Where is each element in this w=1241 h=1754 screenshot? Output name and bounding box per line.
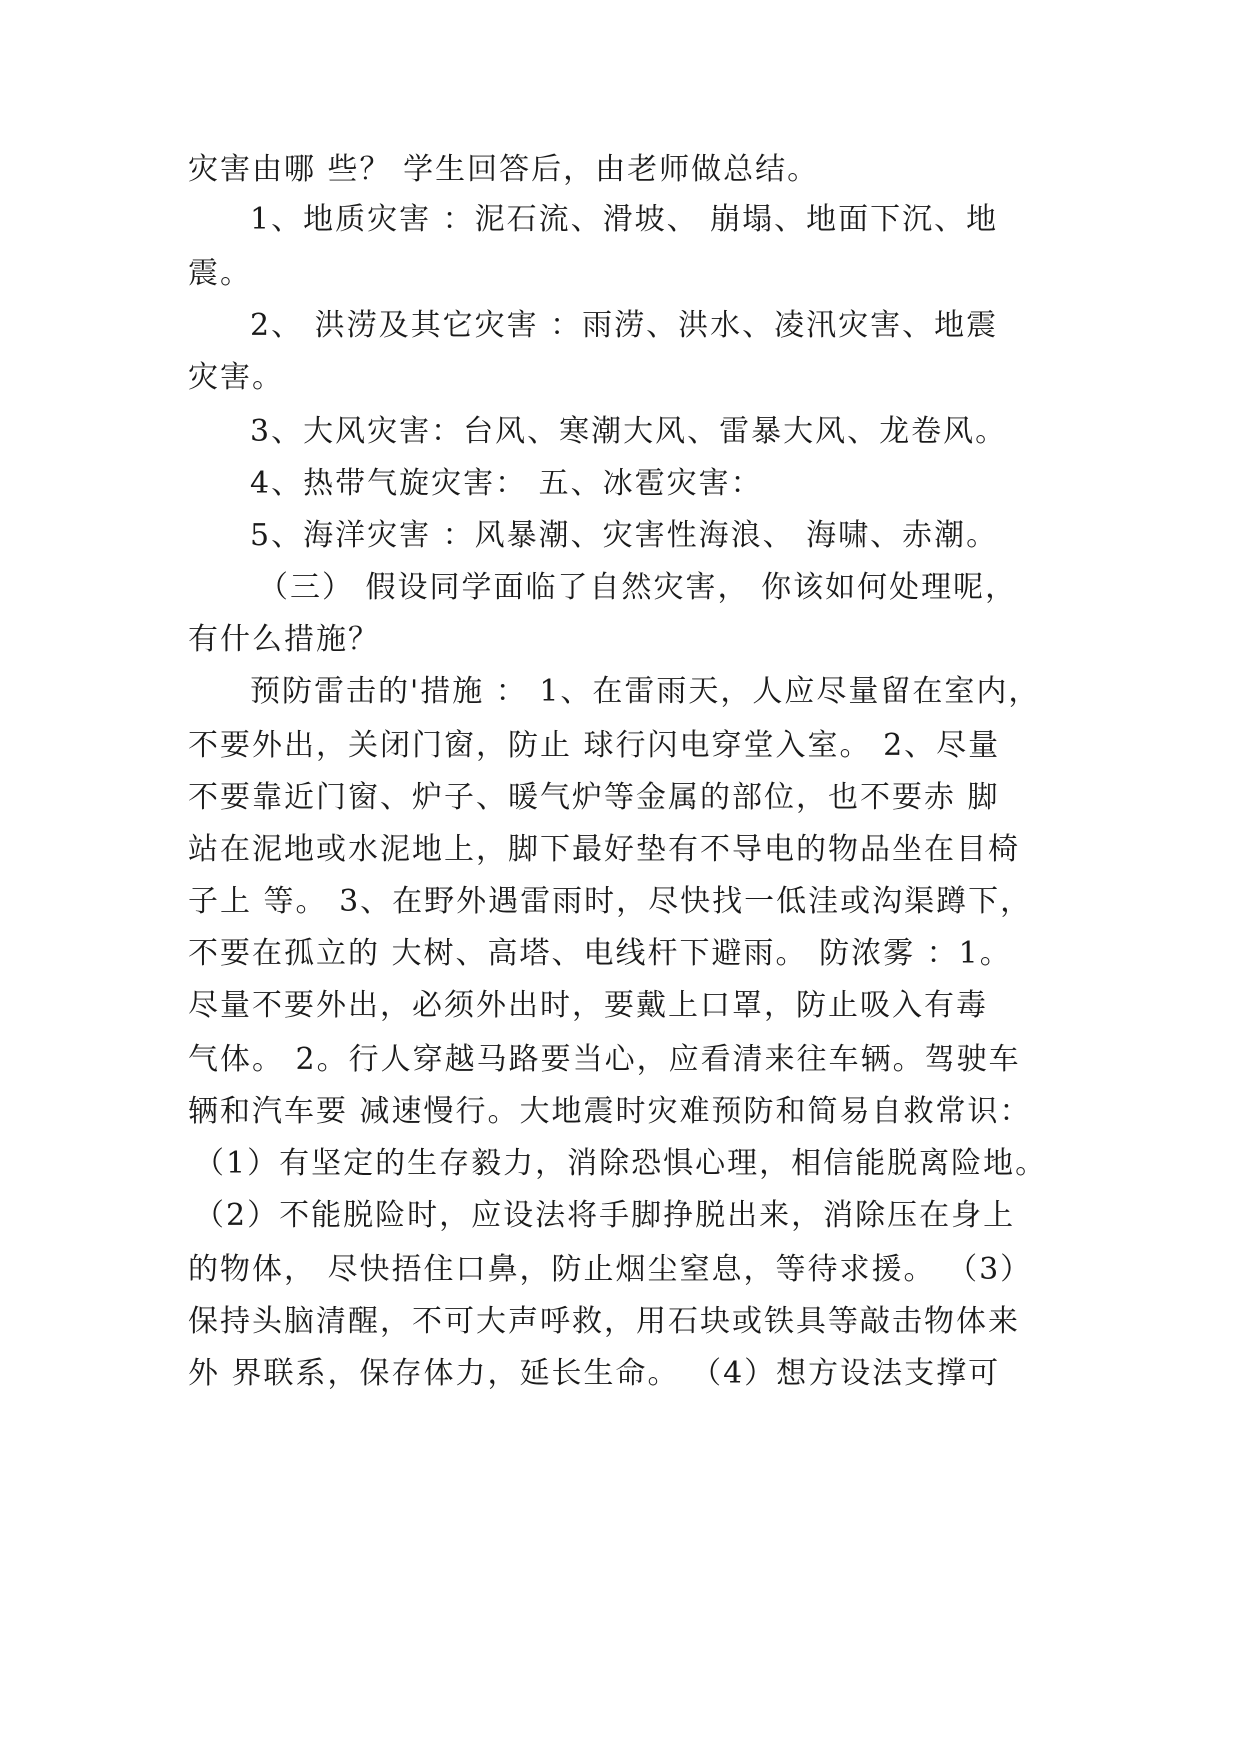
text-line-12: 不要外出，关闭门窗，防止 球行闪电穿堂入室。 2、尽量 — [188, 728, 1001, 763]
text-line-4: 2、 洪涝及其它灾害 ：雨涝、洪水、凌汛灾害、地震 — [250, 308, 999, 343]
text-line-13: 不要靠近门窗、炉子、暖气炉等金属的部位，也不要赤 脚 — [188, 780, 1000, 815]
text-line-8: 5、海洋灾害 ：风暴潮、灾害性海浪、 海啸、赤潮。 — [250, 518, 999, 553]
text-line-19: 辆和汽车要 减速慢行。大地震时灾难预防和简易自救常识： — [188, 1094, 1032, 1129]
text-line-23: 保持头脑清醒，不可大声呼救，用石块或铁具等敲击物体来 — [188, 1304, 1020, 1339]
text-line-5: 灾害。 — [188, 360, 284, 395]
text-line-10: 有什么措施？ — [188, 622, 380, 657]
text-line-22: 的物体， 尽快捂住口鼻，防止烟尘窒息，等待求援。 （3） — [188, 1252, 1033, 1287]
text-line-16: 不要在孤立的 大树、高塔、电线杆下避雨。 防浓雾 ：1。 — [188, 936, 1012, 971]
text-line-21: （2）不能脱险时，应设法将手脚挣脱出来，消除压在身上 — [194, 1198, 1016, 1233]
text-line-24: 外 界联系，保存体力，延长生命。 （4）想方设法支撑可 — [188, 1356, 1001, 1391]
text-line-20: （1）有坚定的生存毅力，消除恐惧心理，相信能脱离险地。 — [194, 1146, 1048, 1181]
text-line-9: （三） 假设同学面临了自然灾害， 你该如何处理呢， — [258, 570, 1018, 605]
text-line-15: 子上 等。 3、在野外遇雷雨时，尽快找一低洼或沟渠蹲下， — [188, 884, 1033, 919]
text-line-18: 气体。 2。行人穿越马路要当心，应看清来往车辆。驾驶车 — [188, 1042, 1021, 1077]
text-line-1: 灾害由哪 些？ 学生回答后，由老师做总结。 — [188, 152, 820, 187]
text-line-2: 1、地质灾害 ：泥石流、滑坡、 崩塌、地面下沉、地 — [250, 202, 999, 237]
text-line-11: 预防雷击的'措施 ： 1、在雷雨天，人应尽量留在室内， — [250, 674, 1041, 709]
text-line-6: 3、大风灾害：台风、寒潮大风、雷暴大风、龙卷风。 — [250, 414, 1008, 449]
text-line-17: 尽量不要外出，必须外出时，要戴上口罩，防止吸入有毒 — [188, 988, 988, 1023]
text-line-14: 站在泥地或水泥地上，脚下最好垫有不导电的物品坐在目椅 — [188, 832, 1020, 867]
text-line-7: 4、热带气旋灾害： 五、冰雹灾害： — [250, 466, 763, 501]
text-line-3: 震。 — [188, 256, 252, 291]
